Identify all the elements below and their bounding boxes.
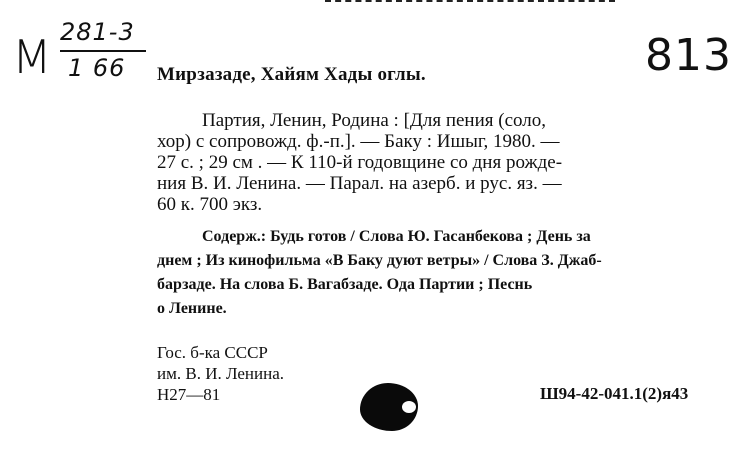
classification-number: Ш94-42-041.1(2)я43: [540, 384, 689, 403]
library-imprint: [157, 342, 284, 405]
library-line: им. В. И. Ленина.: [157, 364, 285, 383]
description-line: ния В. И. Ленина. — Парал. на азерб. и рус. яз. —: [157, 173, 562, 194]
description-line: хор) с сопровожд. ф.-п.]. — Баку : Ишыг, 1980. —: [157, 131, 560, 152]
contents-line: Содерж.: Будь готов / Слова Ю. Гасанбекова ; День за: [202, 228, 591, 245]
description-line: Партия, Ленин, Родина : [Для пения (соло,: [202, 110, 546, 131]
shelf-mark-bottom: 1 66: [68, 54, 126, 82]
punch-hole-ink-blot: [360, 383, 418, 431]
corner-handwritten-mark: 813: [645, 30, 732, 81]
contents-note: [157, 225, 717, 321]
library-line: Гос. б-ка СССР: [157, 343, 268, 362]
contents-line: барзаде. На слова Б. Вагабзаде. Ода Партии ; Песнь: [157, 276, 533, 293]
description-line: 27 с. ; 29 см . — К 110-й годовщине со дня рожде-: [157, 152, 563, 173]
contents-line: о Ленине.: [157, 300, 227, 317]
shelf-mark-letter: М: [12, 30, 53, 84]
library-line: Н27—81: [157, 385, 221, 404]
bibliographic-description: [157, 110, 717, 215]
contents-line: днем ; Из кинофильма «В Баку дуют ветры» / Слова З. Джаб-: [157, 252, 602, 269]
top-perforation-line: [325, 0, 615, 2]
author-heading: Мирзазаде, Хайям Хады оглы.: [157, 64, 426, 85]
description-line: 60 к. 700 экз.: [157, 194, 263, 215]
shelf-mark-rule: [60, 50, 146, 52]
shelf-mark-top: 281-3: [60, 18, 135, 46]
